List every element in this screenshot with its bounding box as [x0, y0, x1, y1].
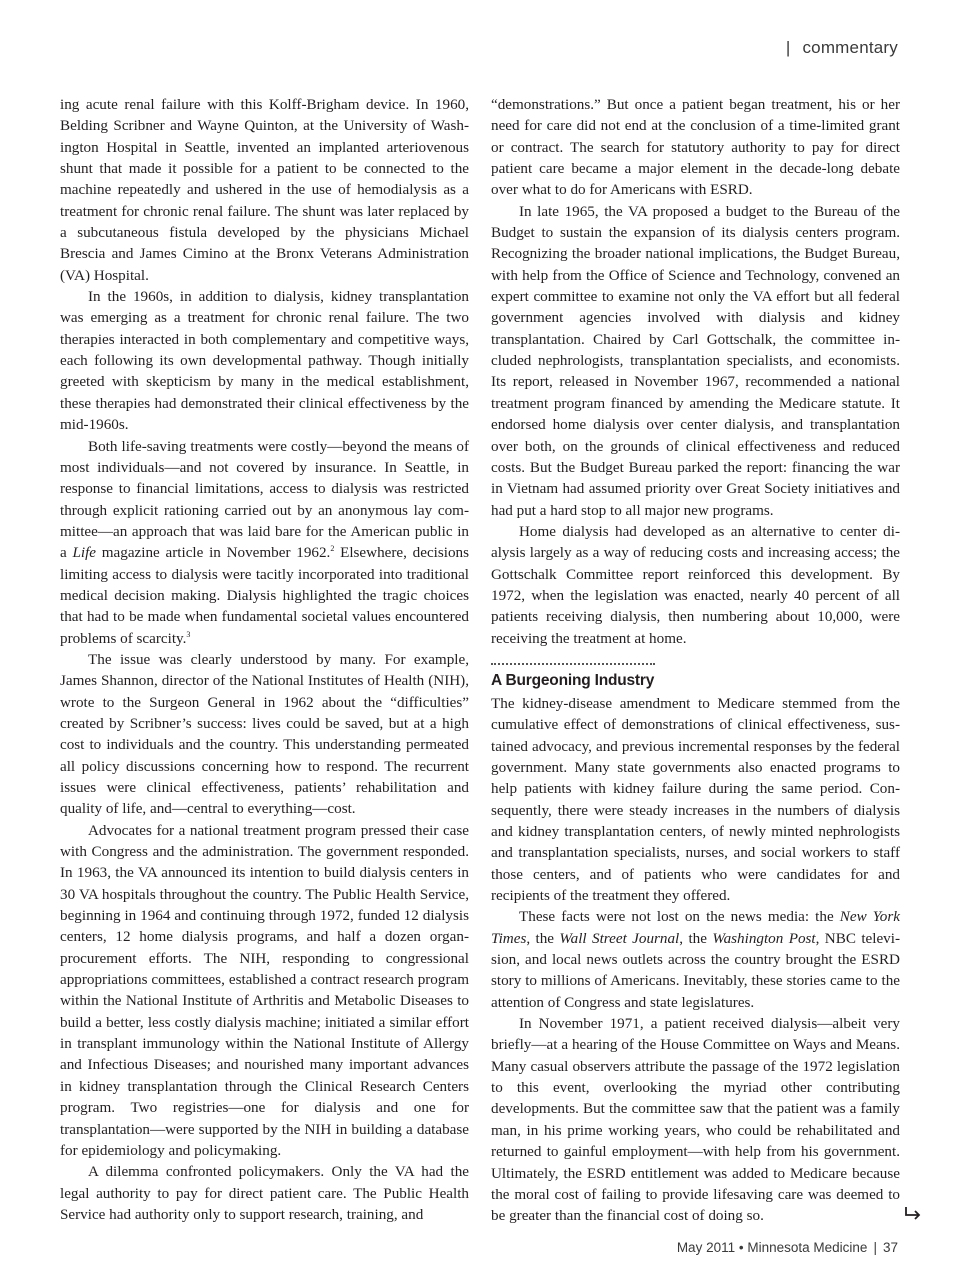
text-run: , the — [679, 929, 713, 947]
reference-2: 2 — [330, 544, 335, 554]
paragraph: “demonstrations.” But once a patient began treatment, his or her need for care did not end at the conclusion of a time-limited grant or contract. The search for statutory authority to pay for direct patient care became a major element in the decade-long debate over what to do for Americans with ESRD. — [491, 96, 900, 199]
italic-title: Life — [72, 544, 97, 562]
section-header — [786, 38, 898, 58]
continued-arrow-icon-svg — [904, 1206, 922, 1220]
paragraph: In November 1971, a patient received dialysis—albeit very briefly—at a hearing of the House Committee on Ways and Means. Many casual observers attribute the passage of the 1972 legislation to this event, overlooking the myriad other contributing developments. But the committee saw that the patient was a family man, in his prime working years, who could be rehabilitated and returned to gainful employment—with help from his government. Ultimately, the ESRD entitlement was added to Medicare because the moral cost of failing to provide lifesaving care was deemed to be greater than the financial cost of doing so. — [491, 1015, 900, 1225]
text-run: These facts were not lost on the news media: the — [519, 908, 840, 926]
paragraph: The kidney-disease amendment to Medicare stemmed from the cumulative effect of demonstrations of clinical effectiveness, sustained advocacy, and previous incremental responses by the federal government. Many state governments also enacted programs to help patients with kidney failure during the same period. Consequently, there were steady increases in the numbers of dialysis and kidney transplantation centers, of newly minted nephrologists and transplantation specialists, nurses, and social workers to staff those centers, and of patients who were candidates for and recipients of the treatment they offered. — [491, 694, 900, 905]
section-divider — [491, 663, 655, 665]
header-divider: | — [785, 38, 791, 57]
paragraph: Home dialysis had developed as an alternative to center dialysis largely as a way of reducing costs and increasing access; the Gottschalk Committee report reinforced this development. By 1972, when the legislation was enacted, nearly 40 percent of all patients receiving dialysis, then numbering about 10,000, were receiving the treatment at home. — [491, 522, 900, 647]
text-run: magazine article in November 1962. — [96, 544, 331, 562]
paragraph: Advocates for a national treatment program pressed their case with Congress and the administration. The government responded. In 1963, the VA announced its intention to build dialysis centers in 30 VA hospitals throughout the country. The Public Health Service, beginning in 1964 and continuing through 1972, funded 12 dialysis centers, 12 home dialysis programs, and half a dozen organ-procurement efforts. The NIH, responding to congressional appropriations committees, established a contract research program within the National Institute of Arthritis and Metabolic Diseases to build a better, less costly dialysis machine; initiated a similar effort in transplant immunology within the National Institute of Allergy and Infectious Diseases; and nourished many important advances in kidney transplantation through the Clinical Research Centers program. Two registries—one for dialysis and one for transplantation—were supported by the NIH in building a database for epidemiology and policymaking. — [60, 821, 469, 1159]
paragraph — [491, 906, 900, 1013]
section-label: commentary — [802, 38, 898, 57]
paragraph: In the 1960s, in addition to dialysis, kidney transplantation was emerging as a treatment for chronic renal failure. The two therapies interacted in both complementary and competitive ways, each following its own developmental pathway. Though initially greeted with skepticism by many in the medical establishment, these therapies had demonstrated their clinical effectiveness by the mid-1960s. — [60, 288, 469, 434]
page-footer — [677, 1240, 898, 1255]
section-heading: A Burgeoning Industry — [491, 671, 655, 689]
right-column — [491, 94, 900, 1227]
page-number: 37 — [882, 1240, 898, 1255]
continued-arrow-icon — [904, 1205, 922, 1224]
italic-title: Wall Street Journal — [559, 929, 680, 947]
paragraph: In late 1965, the VA proposed a budget to the Bureau of the Budget to sustain the expansion of its dialysis centers program. Recognizing the broader national implications, the Budget Bureau, with help from the Office of Science and Technology, convened an expert committee to examine not only the VA effort but all federal government agencies involved with dialysis and kidney transplantation. Chaired by Carl Gottschalk, the committee included nephrologists, transplantation specialists, and economists. Its report, released in November 1967, recommended a national treatment program financed by amending the Medicare statute. It endorsed home dialysis over center dialysis, and transplantation over both, on the grounds of clinical effectiveness and reduced costs. But the Budget Bureau parked the report: financing the war in Vietnam had assumed priority over Great Society initiatives and had put a hard stop to all major new programs. — [491, 202, 900, 519]
issue-date: May 2011 — [676, 1240, 736, 1255]
paragraph: ing acute renal failure with this Kolff-Brigham device. In 1960, Belding Scribner and Wayne Quinton, at the University of Washington Hospital in Seattle, invented an implanted arteriovenous shunt that made it possible for a patient to be connected to the machine repeatedly and ushered in the use of hemodialysis as a treatment for chronic renal failure. The shunt was later replaced by a subcutaneous fistula developed by the physicians Michael Brescia and James Cimino at the Bronx Veterans Administration (VA) Hospital. — [60, 96, 469, 284]
paragraph: A dilemma confronted policymakers. Only the VA had the legal authority to pay for direct patient care. The Public Health Service had authority only to support research, training, and — [60, 1163, 469, 1223]
journal-name: Minnesota Medicine — [747, 1240, 868, 1255]
text-run: Both life-saving treatments were costly—beyond the means of most individuals—and not covered by insurance. In Seattle, in response to financial limitations, access to dialysis was restricted through explicit rationing carried out by an anonymous lay committee—an approach that was laid bare for the American public in a — [60, 437, 469, 562]
bullet-separator: • — [738, 1240, 744, 1255]
italic-title: New York Times — [491, 908, 900, 947]
italic-title: Washington Post — [712, 929, 816, 947]
reference-3: 3 — [186, 629, 191, 639]
paragraph: The issue was clearly understood by many. For example, James Shannon, director of the National Institutes of Health (NIH), wrote to the Surgeon General in 1962 about the “difficulties” created by Scribner’s success: lives could be saved, but at a high cost to individuals and the country. This understanding permeated all policy discussions concerning how to respond. The recurrent issues were clinical effectiveness, patients’ rehabilitation and quality of life, and—central to everything—cost. — [60, 650, 469, 818]
text-run: , the — [526, 929, 560, 947]
text-run: , NBC television, and local news outlets across the country brought the ESRD story to millions of Americans. Inevitably, these stories came to the attention of Congress and state legislatures. — [491, 929, 901, 1011]
paragraph — [60, 436, 469, 649]
text-run: Elsewhere, decisions limiting access to dialysis were tacitly incorporated into traditional medical decision making. Dialysis highlighted the tragic choices that had to be made when fundamental societal values encountered problems of scarcity. — [60, 544, 470, 647]
footer-divider: | — [873, 1240, 877, 1255]
left-column — [60, 94, 469, 1225]
